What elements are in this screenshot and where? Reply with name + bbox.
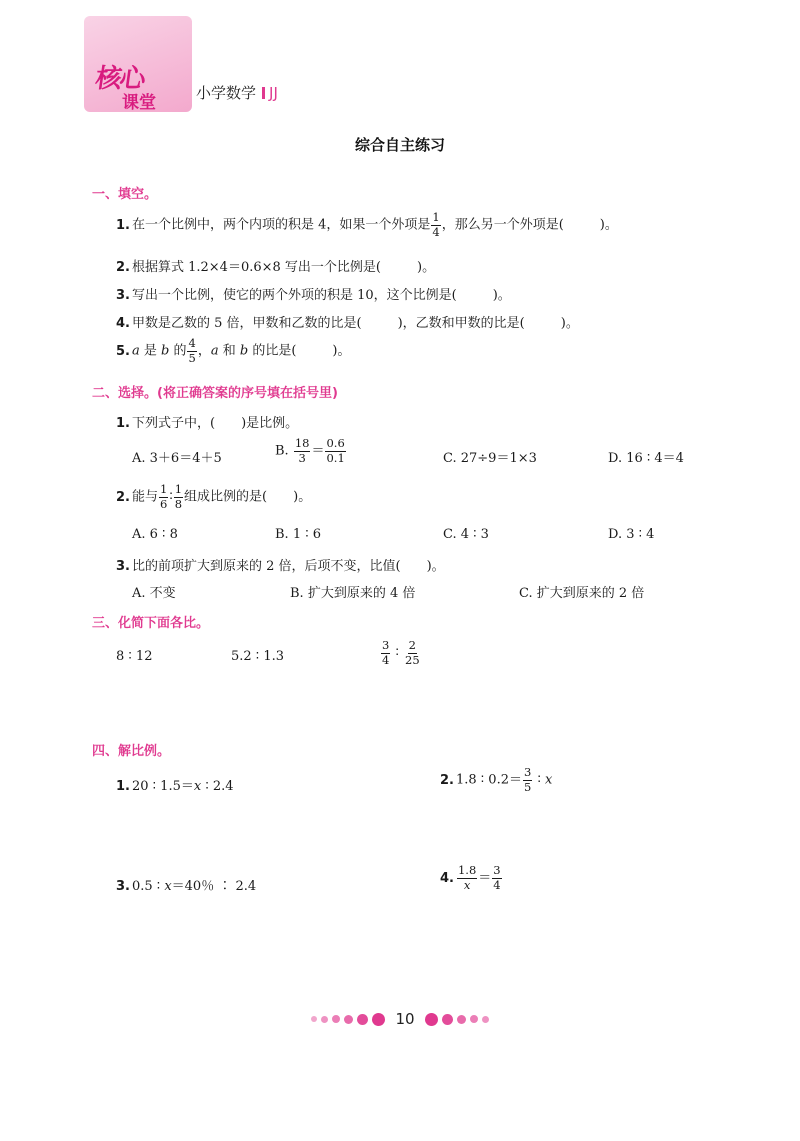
simplify-item-3: $\frac{3}{4}$ ∶ $\frac{2}{25}$ [382, 638, 420, 667]
divider-bar [262, 87, 265, 99]
option-2-2-d[interactable]: D. 3 ∶ 4 [608, 527, 655, 542]
page-number: 10 [395, 1010, 415, 1028]
question-1-3: 3. 写出一个比例，使它的两个外项的积是 10，这个比例是( )。 [116, 288, 511, 303]
fraction: $\frac{1}{4}$ [432, 210, 440, 239]
section-heading-simplify: 三、化简下面各比。 [92, 616, 210, 631]
simplify-item-2: 5.2 ∶ 1.3 [231, 649, 284, 664]
decorative-dot [357, 1014, 368, 1025]
option-2-2-b[interactable]: B. 1 ∶ 6 [275, 527, 322, 542]
decorative-dot [457, 1015, 466, 1024]
page-title: 综合自主练习 [354, 136, 445, 154]
logo-text-bottom: 课堂 [122, 93, 156, 113]
simplify-item-1: 8 ∶ 12 [116, 649, 153, 664]
option-2-3-c[interactable]: C. 扩大到原来的 2 倍 [519, 586, 645, 601]
section-heading-fill-in: 一、填空。 [92, 187, 158, 202]
fraction: $\frac{4}{5}$ [188, 336, 196, 365]
decorative-dot [332, 1015, 340, 1023]
decorative-dot [321, 1016, 328, 1023]
option-2-2-a[interactable]: A. 6 ∶ 8 [132, 527, 178, 542]
option-2-1-b[interactable]: B. $\frac{18}{3}$ ＝ $\frac{0.6}{0.1}$ [275, 436, 345, 465]
question-2-1: 1. 下列式子中，( )是比例。 [116, 416, 299, 431]
decorative-dot [442, 1014, 453, 1025]
section-heading-choice: 二、选择。(将正确答案的序号填在括号里) [92, 386, 338, 401]
question-2-3: 3. 比的前项扩大到原来的 2 倍，后项不变，比值( )。 [116, 559, 445, 574]
option-2-2-c[interactable]: C. 4 ∶ 3 [443, 527, 489, 542]
option-2-1-a[interactable]: A. 3＋6＝4＋5 [132, 451, 222, 466]
section-heading-solve: 四、解比例。 [92, 744, 171, 759]
decorative-dot [311, 1016, 317, 1022]
decorative-dot [372, 1013, 385, 1026]
page-footer [0, 1010, 800, 1028]
option-2-1-c[interactable]: C. 27÷9＝1×3 [443, 451, 537, 466]
option-2-1-d[interactable]: D. 16 ∶ 4＝4 [608, 451, 684, 466]
logo-text-top: 核心 [93, 64, 146, 94]
decorative-dot [470, 1015, 478, 1023]
solve-item-2: 2. 1.8 ∶ 0.2＝ $\frac{3}{5}$ ∶ x [440, 765, 553, 794]
solve-item-4: 4. $\frac{1.8}{x}$ ＝ $\frac{3}{4}$ [440, 863, 501, 892]
question-1-5: 5. a 是 b 的 $\frac{4}{5}$ ，a 和 b 的比是( )。 [116, 336, 351, 365]
decorative-dot [425, 1013, 438, 1026]
solve-item-3: 3. 0.5 ∶ x＝40％ ∶ 2.4 [116, 879, 257, 894]
decorative-dot [344, 1015, 353, 1024]
option-2-3-b[interactable]: B. 扩大到原来的 4 倍 [290, 586, 416, 601]
solve-item-1: 1. 20 ∶ 1.5＝x ∶ 2.4 [116, 779, 234, 794]
edition-label: JJ [269, 84, 278, 102]
question-1-4: 4. 甲数是乙数的 5 倍，甲数和乙数的比是( )，乙数和甲数的比是( )。 [116, 316, 579, 331]
question-1-1: 1. 在一个比例中，两个内项的积是 4，如果一个外项是 $\frac{1}{4}$ ，那么另一个外项是( )。 [116, 210, 618, 239]
question-1-2: 2. 根据算式 1.2×4＝0.6×8 写出一个比例是( )。 [116, 260, 436, 275]
question-2-2: 2. 能与 $\frac{1}{6}$ ∶ $\frac{1}{8}$ 组成比例的是( )。 [116, 482, 312, 511]
subject-label [196, 82, 278, 103]
series-logo [84, 16, 192, 112]
option-2-3-a[interactable]: A. 不变 [132, 586, 176, 601]
subject-name: 小学数学 [196, 84, 257, 102]
decorative-dot [482, 1016, 489, 1023]
